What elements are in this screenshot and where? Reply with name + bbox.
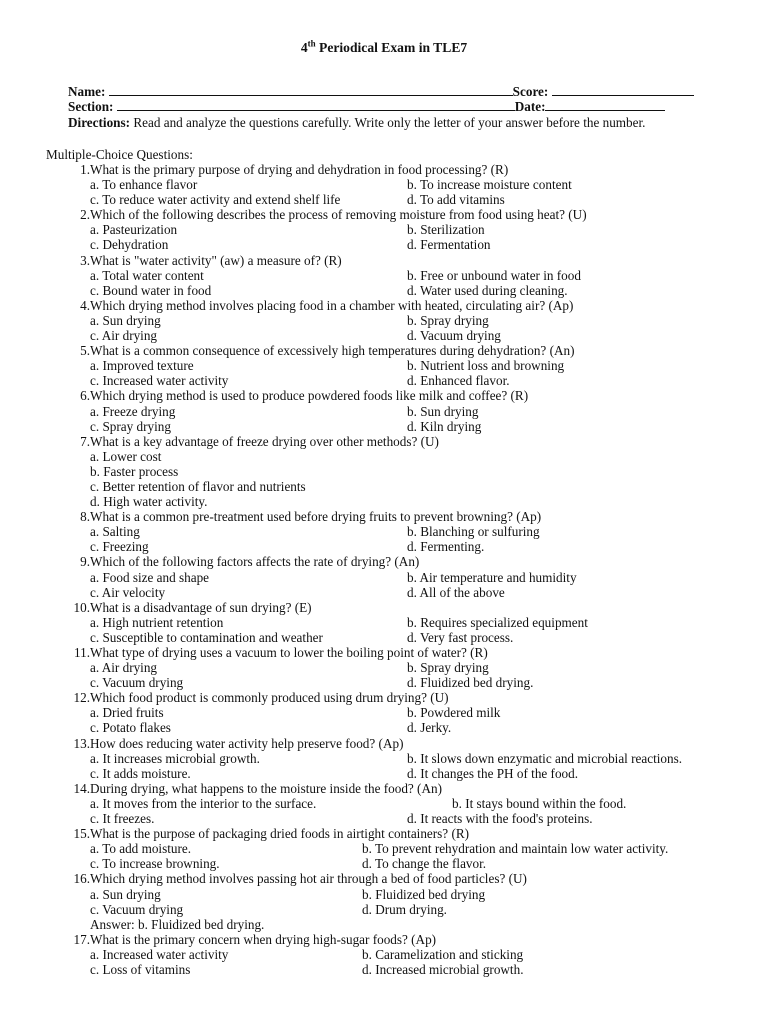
answer-text: Answer: b. Fluidized bed drying. [90,916,265,932]
option: b. Spray drying [407,312,489,328]
option: a. To enhance flavor [90,177,198,193]
question-text: What is a key advantage of freeze drying over other methods? (U) [90,433,439,449]
option: b. To increase moisture content [407,177,572,193]
question-item [0,781,768,826]
option-row [0,615,768,630]
option: a. Improved texture [90,358,194,374]
option-row [0,856,768,871]
option: c. It adds moisture. [90,765,191,781]
question-text: Which of the following describes the process of removing moisture from food using heat? (U) [90,207,587,223]
option-row [0,404,768,419]
name-label: Name: [68,84,106,99]
question-text: Which drying method involves passing hot air through a bed of food particles? (U) [90,871,527,887]
option: b. It slows down enzymatic and microbial reactions. [407,750,683,766]
question-number: 11. [74,645,90,660]
option-row [0,751,768,766]
option: d. Fermenting. [407,539,485,555]
option-row [0,283,768,298]
question-text: What is a common consequence of excessively high temperatures during dehydration? (An) [90,343,575,359]
question-text: What is a common pre-treatment used before drying fruits to prevent browning? (Ap) [90,509,542,525]
option-row [0,675,768,690]
question-line [0,162,768,177]
question-text: What is "water activity" (aw) a measure of? (R) [90,252,342,268]
option: a. Lower cost [90,448,162,464]
option-row [0,841,768,856]
option: d. Jerky. [407,720,452,736]
option: b. Sterilization [407,222,485,238]
option: c. Susceptible to contamination and weather [90,629,323,645]
option: d. Drum drying. [362,901,447,917]
question-item [0,509,768,554]
option: c. Freezing [90,539,149,555]
question-line [0,298,768,313]
question-number: 3. [80,252,90,268]
option: a. Pasteurization [90,222,178,238]
question-item [0,554,768,599]
option: d. High water activity. [90,494,208,510]
option: a. It moves from the interior to the surface. [90,795,317,811]
option: d. To change the flavor. [362,856,487,872]
question-number: 13. [73,735,90,751]
section-blank[interactable] [117,99,515,111]
question-item [0,434,768,509]
question-item [0,932,768,977]
option: a. Freeze drying [90,403,176,419]
option-line [0,494,768,509]
option: a. Food size and shape [90,569,210,585]
option-row [0,328,768,343]
option-row [0,947,768,962]
option-row [0,585,768,600]
question-line [0,736,768,751]
question-text: What is a disadvantage of sun drying? (E) [90,599,312,615]
option: d. Water used during cleaning. [407,282,568,298]
question-line [0,253,768,268]
question-line [0,207,768,222]
question-item [0,736,768,781]
option: d. Vacuum drying [407,328,501,344]
option: a. Sun drying [90,886,161,902]
option: c. Bound water in food [90,282,212,298]
question-number: 8. [80,509,90,525]
option: a. Air drying [90,660,158,676]
option-line [0,464,768,479]
date-blank[interactable] [545,99,665,111]
question-line [0,343,768,358]
option-row [0,766,768,781]
question-line [0,388,768,403]
option: d. Very fast process. [407,629,514,645]
option: a. Salting [90,524,140,540]
name-blank[interactable] [109,84,513,96]
date-label: Date: [514,99,546,114]
question-item [0,826,768,871]
option-row [0,660,768,675]
question-text: What type of drying uses a vacuum to lower the boiling point of water? (R) [90,645,488,660]
option-row [0,887,768,902]
option-row [0,177,768,192]
question-item [0,162,768,207]
question-text: Which drying method involves placing food in a chamber with heated, circulating air? (Ap) [90,297,574,313]
option-row [0,358,768,373]
question-number: 2. [80,207,90,223]
question-item [0,207,768,252]
question-item [0,343,768,388]
option: b. It stays bound within the food. [452,795,627,811]
question-item [0,690,768,735]
section-label: Section: [68,99,114,114]
question-item [0,871,768,931]
question-text: What is the primary concern when drying high-sugar foods? (Ap) [90,931,437,947]
option-row [0,237,768,252]
option: c. Dehydration [90,237,169,253]
question-list [0,162,768,977]
option: d. Fluidized bed drying. [407,675,534,691]
option: b. Air temperature and humidity [407,569,577,585]
question-item [0,298,768,343]
option: d. It reacts with the food's proteins. [407,811,593,827]
question-line [0,781,768,796]
option: c. Loss of vitamins [90,961,191,977]
option: a. Total water content [90,267,204,283]
option: b. Fluidized bed drying [362,886,486,902]
question-item [0,600,768,645]
question-line [0,690,768,705]
question-item [0,253,768,298]
option-row [0,902,768,917]
exam-title: 4th Periodical Exam in TLE7 [300,38,468,55]
option: c. Vacuum drying [90,675,184,691]
option: c. It freezes. [90,811,155,827]
name-score-row [68,84,694,99]
question-number: 16. [73,871,90,887]
option: a. Increased water activity [90,946,229,962]
option: b. To prevent rehydration and maintain low water activity. [362,841,669,857]
question-line [0,932,768,947]
option: a. It increases microbial growth. [90,750,260,766]
option-row [0,222,768,237]
answer-line [0,917,768,932]
directions [68,115,708,130]
option-row [0,419,768,434]
directions-label: Directions: [68,115,131,130]
question-number: 1. [80,162,90,177]
question-item [0,645,768,690]
option: b. Sun drying [407,403,479,419]
question-text: Which food product is commonly produced using drum drying? (U) [90,690,449,706]
option-row [0,570,768,585]
option-row [0,268,768,283]
question-text: What is the purpose of packaging dried foods in airtight containers? (R) [90,826,470,842]
question-number: 9. [80,554,90,570]
option-row [0,373,768,388]
question-text: How does reducing water activity help preserve food? (Ap) [90,735,404,751]
question-item [0,388,768,433]
section-heading: Multiple-Choice Questions: [46,147,193,162]
score-label: Score: [512,84,549,99]
option: d. Enhanced flavor. [407,373,510,389]
option-row [0,796,768,811]
directions-text: Read and analyze the questions carefully. Write only the letter of your answer before the number. [130,115,646,130]
option: d. To add vitamins [407,192,505,208]
question-number: 4. [80,297,90,313]
option: c. Air drying [90,328,158,344]
question-number: 10. [73,599,90,615]
question-line [0,554,768,569]
question-number: 12. [73,690,90,706]
question-text: What is the primary purpose of drying and dehydration in food processing? (R) [90,162,509,177]
question-line [0,509,768,524]
option-row [0,630,768,645]
section-date-row [68,99,665,114]
question-number: 14. [73,780,90,796]
option: b. Faster process [90,463,179,479]
option: b. Free or unbound water in food [407,267,581,283]
question-text: Which drying method is used to produce powdered foods like milk and coffee? (R) [90,388,529,404]
question-number: 7. [80,433,90,449]
question-text: During drying, what happens to the moisture inside the food? (An) [90,780,442,796]
option: c. Spray drying [90,418,171,434]
option: c. To reduce water activity and extend shelf life [90,192,341,208]
option: d. Kiln drying [407,418,482,434]
option: c. To increase browning. [90,856,220,872]
option: c. Air velocity [90,584,166,600]
option-row [0,524,768,539]
option-row [0,720,768,735]
option: a. To add moisture. [90,841,192,857]
question-line [0,871,768,886]
option: b. Nutrient loss and browning [407,358,565,374]
option: a. Dried fruits [90,705,164,721]
question-number: 15. [73,826,90,842]
question-line [0,826,768,841]
option-row [0,313,768,328]
option: a. Sun drying [90,312,161,328]
option: d. Increased microbial growth. [362,961,524,977]
option: b. Caramelization and sticking [362,946,524,962]
option: c. Vacuum drying [90,901,184,917]
question-number: 6. [80,388,90,404]
option: c. Better retention of flavor and nutrients [90,478,306,494]
question-number: 17. [73,931,90,947]
question-number: 5. [80,343,90,359]
question-line [0,645,768,660]
option: d. All of the above [407,584,505,600]
option-line [0,479,768,494]
option: b. Blanching or sulfuring [407,524,540,540]
question-text: Which of the following factors affects the rate of drying? (An) [90,554,420,570]
option-row [0,192,768,207]
option-row [0,539,768,554]
question-line [0,434,768,449]
option: c. Increased water activity [90,373,229,389]
option-row [0,962,768,977]
score-blank[interactable] [552,84,694,96]
option: b. Powdered milk [407,705,501,721]
option-line [0,449,768,464]
option: d. It changes the PH of the food. [407,765,579,781]
option: d. Fermentation [407,237,491,253]
option: b. Requires specialized equipment [407,614,588,630]
option: b. Spray drying [407,660,489,676]
question-line [0,600,768,615]
option: c. Potato flakes [90,720,171,736]
option: a. High nutrient retention [90,614,224,630]
option-row [0,705,768,720]
option-row [0,811,768,826]
